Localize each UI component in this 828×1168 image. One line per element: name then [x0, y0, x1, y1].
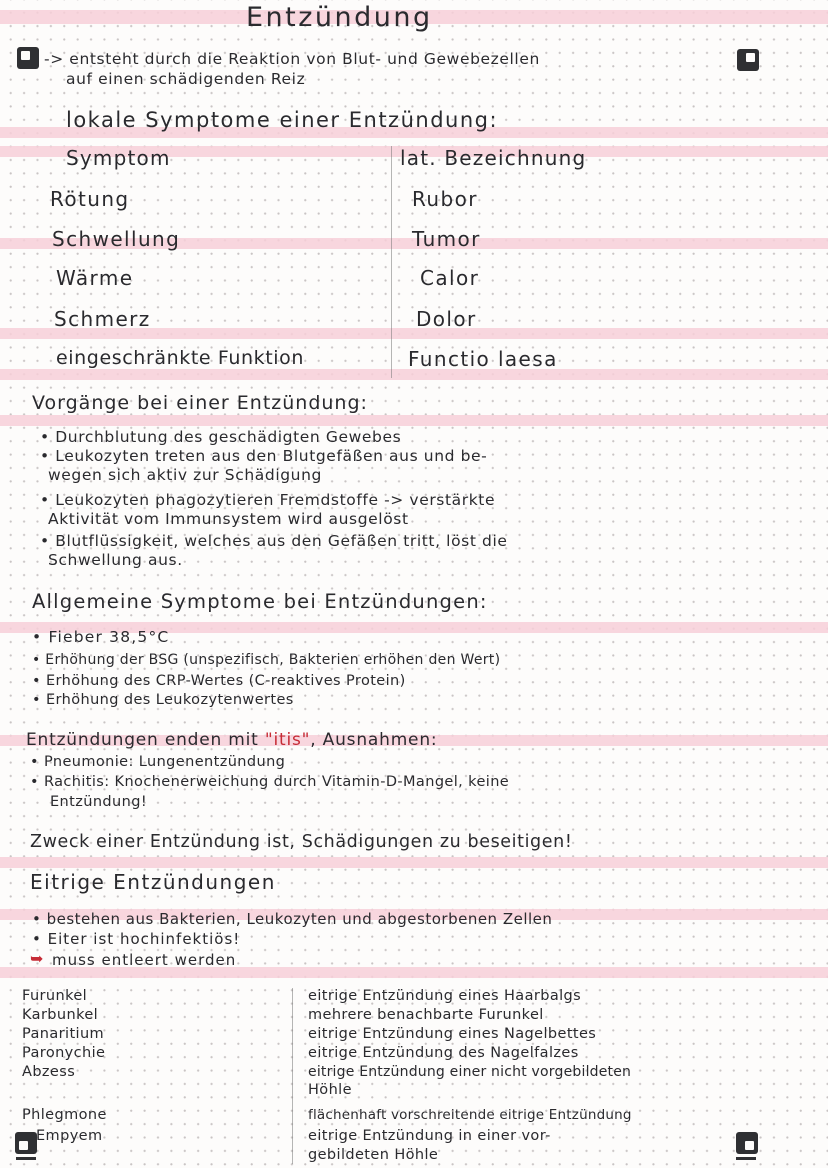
page-title: Entzündung [246, 2, 433, 33]
corner-mark-bottom-left [15, 1132, 37, 1154]
table-cell-latin: Functio laesa [408, 347, 558, 371]
term-definition: mehrere benachbarte Furunkel [308, 1007, 544, 1023]
purpose-statement: Zweck einer Entzündung ist, Schädigungen zu beseitigen! [30, 832, 573, 852]
arrow-icon: ➥ [30, 949, 44, 968]
process-line: wegen sich aktiv zur Schädigung [48, 466, 322, 484]
corner-underbar-left [16, 1157, 36, 1160]
itis-heading [26, 730, 437, 750]
table-cell-symptom: Schmerz [54, 307, 151, 331]
term: Paronychie [22, 1045, 106, 1061]
table-cell-symptom: eingeschränkte Funktion [56, 347, 304, 369]
definition-line-2: auf einen schädigenden Reiz [66, 70, 306, 88]
term: Phlegmone [22, 1107, 107, 1123]
purulent-line: • Eiter ist hochinfektiös! [32, 930, 241, 948]
local-symptoms-heading: lokale Symptome einer Entzündung: [66, 108, 499, 132]
general-symptom-line: • Erhöhung des Leukozytenwertes [32, 692, 294, 708]
itis-line: • Rachitis: Knochenerweichung durch Vitamin-D-Mangel, keine [30, 774, 510, 790]
general-symptoms-heading: Allgemeine Symptome bei Entzündungen: [32, 590, 488, 613]
process-line: Schwellung aus. [48, 551, 183, 569]
general-symptom-line: • Erhöhung des CRP-Wertes (C-reaktives Protein) [32, 673, 406, 689]
itis-line: • Pneumonie: Lungenentzündung [30, 754, 286, 770]
term: Empyem [36, 1128, 103, 1144]
general-symptom-line: • Erhöhung der BSG (unspezifisch, Bakterien erhöhen den Wert) [32, 652, 501, 668]
table-cell-symptom: Schwellung [52, 227, 181, 251]
definition-line-1: -> entsteht durch die Reaktion von Blut- und Gewebezellen [44, 50, 540, 68]
term-definition-cont: Höhle [308, 1082, 352, 1098]
itis-heading-pre: Entzündungen enden mit [26, 730, 265, 750]
table-cell-latin: Dolor [416, 307, 477, 331]
table-header-symptom: Symptom [66, 146, 171, 170]
term-definition: eitrige Entzündung des Nagelfalzes [308, 1045, 579, 1061]
corner-mark-top-left [17, 47, 39, 69]
itis-line: Entzündung! [50, 794, 148, 810]
table-cell-symptom: Wärme [56, 266, 134, 290]
itis-suffix: "itis" [264, 730, 311, 750]
purulent-heading: Eitrige Entzündungen [30, 870, 276, 894]
term: Karbunkel [22, 1007, 99, 1023]
corner-underbar-right [736, 1157, 756, 1160]
term: Abzess [22, 1064, 76, 1080]
purulent-line: muss entleert werden [52, 951, 237, 969]
corner-mark-top-right [737, 49, 759, 71]
table-cell-latin: Rubor [412, 187, 478, 211]
table-header-latin: lat. Bezeichnung [400, 146, 587, 170]
purulent-line: • bestehen aus Bakterien, Leukozyten und abgestorbenen Zellen [32, 910, 553, 928]
table-cell-latin: Tumor [412, 227, 481, 251]
itis-heading-post: , Ausnahmen: [310, 730, 438, 750]
term-definition: eitrige Entzündung einer nicht vorgebildeten [308, 1064, 632, 1080]
table-cell-symptom: Rötung [50, 187, 130, 211]
corner-mark-bottom-right [736, 1132, 758, 1154]
term-definition: flächenhaft vorschreitende eitrige Entzündung [308, 1107, 632, 1123]
term-definition: eitrige Entzündung eines Nagelbettes [308, 1026, 597, 1042]
process-line: • Leukozyten phagozytieren Fremdstoffe -> verstärkte [40, 491, 496, 509]
term-definition: eitrige Entzündung in einer vor- [308, 1128, 551, 1144]
table-divider [391, 146, 392, 378]
process-line: • Blutflüssigkeit, welches aus den Gefäßen tritt, löst die [40, 532, 508, 550]
table-cell-latin: Calor [420, 266, 480, 290]
process-line: Aktivität vom Immunsystem wird ausgelöst [48, 510, 409, 528]
term: Panaritium [22, 1026, 105, 1042]
process-line: • Durchblutung des geschädigten Gewebes [40, 428, 402, 446]
general-symptom-line: • Fieber 38,5°C [32, 628, 170, 646]
processes-heading: Vorgänge bei einer Entzündung: [32, 392, 368, 414]
term-definition: eitrige Entzündung eines Haarbalgs [308, 988, 582, 1004]
process-line: • Leukozyten treten aus den Blutgefäßen aus und be- [40, 447, 488, 465]
term-definition-cont: gebildeten Höhle [308, 1147, 439, 1163]
term: Furunkel [22, 988, 88, 1004]
terms-divider [292, 988, 293, 1164]
